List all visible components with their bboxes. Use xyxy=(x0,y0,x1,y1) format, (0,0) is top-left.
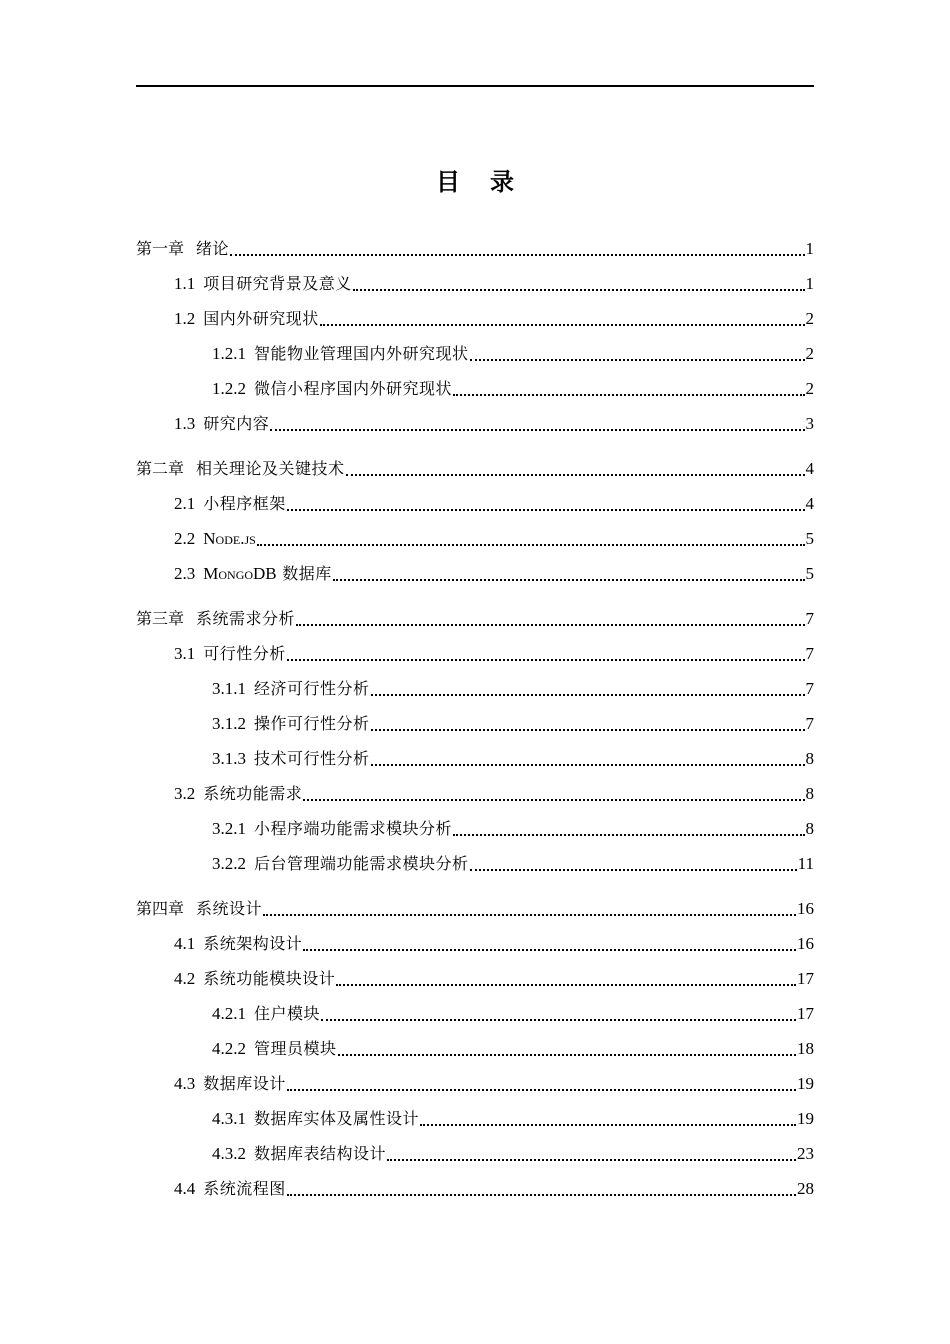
title-char-1: 目 xyxy=(436,168,460,196)
toc-entry-4-3[interactable] xyxy=(136,1071,814,1106)
dot-leader xyxy=(420,1106,796,1126)
toc-entry-label: 数据库设计 xyxy=(203,1074,286,1093)
toc-entry-2-1[interactable] xyxy=(136,491,814,526)
dot-leader xyxy=(303,781,804,801)
toc-entry-page: 16 xyxy=(797,934,814,953)
dot-leader xyxy=(346,456,805,476)
toc-entry-number: 1.1 xyxy=(174,274,196,293)
toc-entry-number: 3.2.2 xyxy=(212,854,246,873)
dot-leader xyxy=(287,1176,796,1196)
dot-leader xyxy=(333,561,805,581)
toc-entry-page: 19 xyxy=(797,1109,814,1128)
toc-entry-number: 第一章 xyxy=(136,239,185,258)
toc-entry-label: 研究内容 xyxy=(203,414,270,433)
toc-entry-label: 项目研究背景及意义 xyxy=(203,274,352,293)
toc-entry-label-latin: Node.js xyxy=(203,529,256,548)
toc-entry-page: 16 xyxy=(797,899,814,918)
dot-leader xyxy=(336,966,796,986)
toc-entry-number: 第三章 xyxy=(136,609,185,628)
toc-entry-label xyxy=(203,561,332,587)
toc-entry-label: 系统设计 xyxy=(196,899,263,918)
toc-entry-number: 4.3 xyxy=(174,1074,196,1093)
toc-entry-chapter-3[interactable] xyxy=(136,606,814,641)
toc-entry-number: 3.1 xyxy=(174,644,196,663)
toc-entry-number: 4.2 xyxy=(174,969,196,988)
toc-entry-page: 8 xyxy=(805,819,814,838)
toc-entry-3-1-3[interactable] xyxy=(136,746,814,781)
toc-entry-label: 小程序端功能需求模块分析 xyxy=(254,819,453,838)
toc-entry-label: 系统功能模块设计 xyxy=(203,969,336,988)
toc-entry-label xyxy=(203,526,256,552)
toc-entry-number: 4.3.1 xyxy=(212,1109,246,1128)
toc-entry-4-3-2[interactable] xyxy=(136,1141,814,1176)
toc-entry-label: 管理员模块 xyxy=(254,1039,337,1058)
toc-entry-1-1[interactable] xyxy=(136,271,814,306)
toc-entry-3-1-2[interactable] xyxy=(136,711,814,746)
dot-leader xyxy=(371,711,805,731)
dot-leader xyxy=(263,896,796,916)
toc-entry-label: 可行性分析 xyxy=(203,644,286,663)
dot-leader xyxy=(321,1001,796,1021)
toc-entry-label: 小程序框架 xyxy=(203,494,286,513)
dot-leader xyxy=(230,236,804,256)
toc-entry-label: 技术可行性分析 xyxy=(254,749,370,768)
toc-entry-number: 4.2.1 xyxy=(212,1004,246,1023)
dot-leader xyxy=(320,306,805,326)
toc-entry-label: 系统功能需求 xyxy=(203,784,303,803)
toc-entry-4-3-1[interactable] xyxy=(136,1106,814,1141)
toc-entry-number: 1.3 xyxy=(174,414,196,433)
page-title xyxy=(0,166,950,198)
toc-entry-number: 1.2.1 xyxy=(212,344,246,363)
toc-entry-3-1[interactable] xyxy=(136,641,814,676)
toc-entry-page: 18 xyxy=(797,1039,814,1058)
toc-entry-4-4[interactable] xyxy=(136,1176,814,1211)
dot-leader xyxy=(303,931,796,951)
toc-entry-3-1-1[interactable] xyxy=(136,676,814,711)
toc-entry-page: 3 xyxy=(805,414,814,433)
toc-entry-label: 系统流程图 xyxy=(203,1179,286,1198)
toc-entry-4-2[interactable] xyxy=(136,966,814,1001)
dot-leader xyxy=(453,816,804,836)
dot-leader xyxy=(270,411,804,431)
toc-entry-page: 5 xyxy=(805,529,814,548)
table-of-contents xyxy=(136,236,814,1211)
toc-entry-4-1[interactable] xyxy=(136,931,814,966)
toc-entry-number: 2.3 xyxy=(174,564,196,583)
toc-entry-number: 1.2 xyxy=(174,309,196,328)
toc-entry-label: 经济可行性分析 xyxy=(254,679,370,698)
dot-leader xyxy=(387,1141,796,1161)
toc-entry-page: 4 xyxy=(805,494,814,513)
dot-leader xyxy=(338,1036,796,1056)
dot-leader xyxy=(287,641,805,661)
header-rule xyxy=(136,85,814,87)
toc-entry-number: 3.2 xyxy=(174,784,196,803)
toc-entry-page: 19 xyxy=(797,1074,814,1093)
toc-entry-3-2[interactable] xyxy=(136,781,814,816)
dot-leader xyxy=(257,526,805,546)
toc-entry-page: 8 xyxy=(805,749,814,768)
toc-entry-number: 2.1 xyxy=(174,494,196,513)
dot-leader xyxy=(296,606,804,626)
toc-entry-label: 智能物业管理国内外研究现状 xyxy=(254,344,469,363)
toc-entry-page: 7 xyxy=(805,644,814,663)
toc-entry-4-2-1[interactable] xyxy=(136,1001,814,1036)
toc-entry-3-2-1[interactable] xyxy=(136,816,814,851)
toc-entry-1-2-2[interactable] xyxy=(136,376,814,411)
toc-entry-4-2-2[interactable] xyxy=(136,1036,814,1071)
toc-entry-number: 4.4 xyxy=(174,1179,196,1198)
dot-leader xyxy=(470,341,805,361)
toc-entry-page: 2 xyxy=(805,344,814,363)
toc-entry-number: 3.1.3 xyxy=(212,749,246,768)
toc-entry-label: 操作可行性分析 xyxy=(254,714,370,733)
toc-entry-label: 数据库表结构设计 xyxy=(254,1144,387,1163)
toc-entry-label: 微信小程序国内外研究现状 xyxy=(254,379,453,398)
toc-entry-page: 8 xyxy=(805,784,814,803)
toc-entry-number: 3.2.1 xyxy=(212,819,246,838)
dot-leader xyxy=(470,851,797,871)
toc-entry-1-2-1[interactable] xyxy=(136,341,814,376)
toc-entry-label-rest: 数据库 xyxy=(276,564,332,583)
toc-entry-chapter-4[interactable] xyxy=(136,896,814,931)
toc-entry-label-latin: MongoDB xyxy=(203,564,277,583)
dot-leader xyxy=(287,491,805,511)
toc-entry-page: 17 xyxy=(797,1004,814,1023)
toc-entry-number: 第四章 xyxy=(136,899,185,918)
toc-entry-label: 系统架构设计 xyxy=(203,934,303,953)
toc-entry-page: 2 xyxy=(805,379,814,398)
toc-entry-page: 17 xyxy=(797,969,814,988)
dot-leader xyxy=(287,1071,796,1091)
toc-entry-2-2[interactable] xyxy=(136,526,814,561)
dot-leader xyxy=(371,746,805,766)
toc-entry-page: 7 xyxy=(805,714,814,733)
toc-entry-number: 4.3.2 xyxy=(212,1144,246,1163)
toc-entry-3-2-2[interactable] xyxy=(136,851,814,886)
toc-entry-page: 2 xyxy=(805,309,814,328)
toc-entry-page: 28 xyxy=(797,1179,814,1198)
dot-leader xyxy=(453,376,804,396)
toc-entry-1-2[interactable] xyxy=(136,306,814,341)
toc-entry-page: 4 xyxy=(805,459,814,478)
toc-entry-label: 相关理论及关键技术 xyxy=(196,459,345,478)
toc-entry-label: 国内外研究现状 xyxy=(203,309,319,328)
toc-entry-number: 第二章 xyxy=(136,459,185,478)
toc-entry-page: 5 xyxy=(805,564,814,583)
title-char-2: 录 xyxy=(490,168,514,196)
toc-entry-chapter-1[interactable] xyxy=(136,236,814,271)
toc-entry-page: 23 xyxy=(797,1144,814,1163)
toc-entry-page: 11 xyxy=(797,854,814,873)
toc-entry-label: 系统需求分析 xyxy=(196,609,296,628)
toc-entry-chapter-2[interactable] xyxy=(136,456,814,491)
toc-entry-number: 4.2.2 xyxy=(212,1039,246,1058)
toc-entry-page: 7 xyxy=(805,609,814,628)
toc-entry-2-3[interactable] xyxy=(136,561,814,596)
toc-entry-label: 绪论 xyxy=(196,239,230,258)
toc-entry-number: 1.2.2 xyxy=(212,379,246,398)
toc-entry-number: 2.2 xyxy=(174,529,196,548)
dot-leader xyxy=(353,271,805,291)
toc-entry-label: 后台管理端功能需求模块分析 xyxy=(254,854,469,873)
toc-entry-page: 7 xyxy=(805,679,814,698)
toc-entry-1-3[interactable] xyxy=(136,411,814,446)
toc-entry-number: 3.1.2 xyxy=(212,714,246,733)
toc-entry-label: 住户模块 xyxy=(254,1004,321,1023)
toc-entry-page: 1 xyxy=(805,274,814,293)
toc-entry-label: 数据库实体及属性设计 xyxy=(254,1109,420,1128)
toc-entry-number: 4.1 xyxy=(174,934,196,953)
toc-entry-number: 3.1.1 xyxy=(212,679,246,698)
toc-entry-page: 1 xyxy=(805,239,814,258)
dot-leader xyxy=(371,676,805,696)
